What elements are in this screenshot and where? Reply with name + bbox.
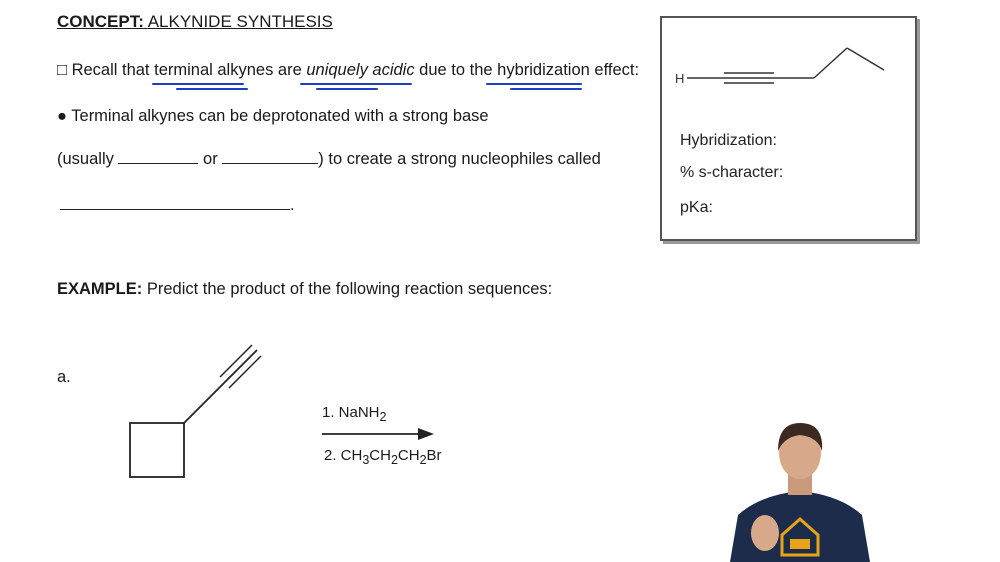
problem-a-label: a.: [57, 368, 71, 386]
example-line: [57, 280, 552, 299]
step-2-sub: 3: [362, 453, 370, 467]
period: .: [290, 196, 295, 214]
underline-terminal-a: [152, 83, 244, 85]
term-terminal-alkynes: terminal alkynes: [154, 61, 274, 79]
usually-text-1: (usually: [57, 150, 119, 168]
reaction-arrow: [322, 426, 436, 442]
recall-text-2: are: [273, 61, 307, 79]
underline-terminal-b: [176, 88, 248, 90]
underline-acidic-b: [316, 88, 378, 90]
usually-text-2: or: [198, 150, 223, 168]
hydrogen-atom: H: [675, 71, 685, 86]
nucleophile-line: [60, 196, 295, 215]
example-label: EXAMPLE:: [57, 280, 143, 298]
step-2-part: CH: [397, 447, 420, 464]
deprotonation-line: [57, 107, 489, 126]
recall-text-1: Recall that: [71, 61, 155, 79]
term-hybridization: hybridization: [497, 61, 590, 79]
step-2-part: CH: [369, 447, 391, 464]
step-2-sub: 2: [419, 453, 427, 467]
underline-hybrid-b: [510, 88, 582, 90]
concept-heading: [57, 12, 333, 32]
cyclobutyl-acetylene-structure: [120, 340, 280, 490]
blank-nucleophile[interactable]: [60, 208, 290, 210]
alkyne-structure: [662, 18, 915, 128]
example-text: Predict the product of the following reaction sequences:: [146, 280, 553, 298]
checkbox-bullet: □: [57, 61, 67, 79]
underline-acidic-a: [300, 83, 412, 85]
deprotonation-text: Terminal alkynes can be deprotonated with a strong base: [71, 107, 489, 125]
underline-hybrid-a: [486, 83, 582, 85]
reagent-step-2: [324, 447, 442, 467]
step-1-text: 1. NaNH: [322, 404, 380, 421]
pka-label: pKa:: [680, 199, 713, 216]
step-2-part: 2. CH: [324, 447, 363, 464]
step-2-sub: 2: [390, 453, 398, 467]
alkyne-properties-box: [660, 16, 917, 241]
step-2-part: Br: [426, 447, 442, 464]
concept-label: CONCEPT:: [57, 12, 144, 31]
recall-text-3: due to the: [414, 61, 498, 79]
hybridization-label: Hybridization:: [680, 132, 777, 149]
blank-base-1[interactable]: [118, 162, 198, 164]
recall-line: [57, 61, 639, 80]
usually-line: [57, 150, 601, 169]
reagent-step-1: [322, 404, 386, 424]
usually-text-3: ) to create a strong nucleophiles called: [318, 150, 601, 168]
term-uniquely-acidic: uniquely acidic: [306, 61, 415, 79]
recall-text-4: effect:: [589, 61, 640, 79]
step-1-subscript: 2: [379, 410, 387, 424]
presenter-video: [720, 415, 880, 562]
s-character-label: % s-character:: [680, 164, 784, 181]
dot-bullet: ●: [57, 107, 67, 125]
blank-base-2[interactable]: [222, 162, 318, 164]
concept-title: ALKYNIDE SYNTHESIS: [147, 12, 333, 31]
